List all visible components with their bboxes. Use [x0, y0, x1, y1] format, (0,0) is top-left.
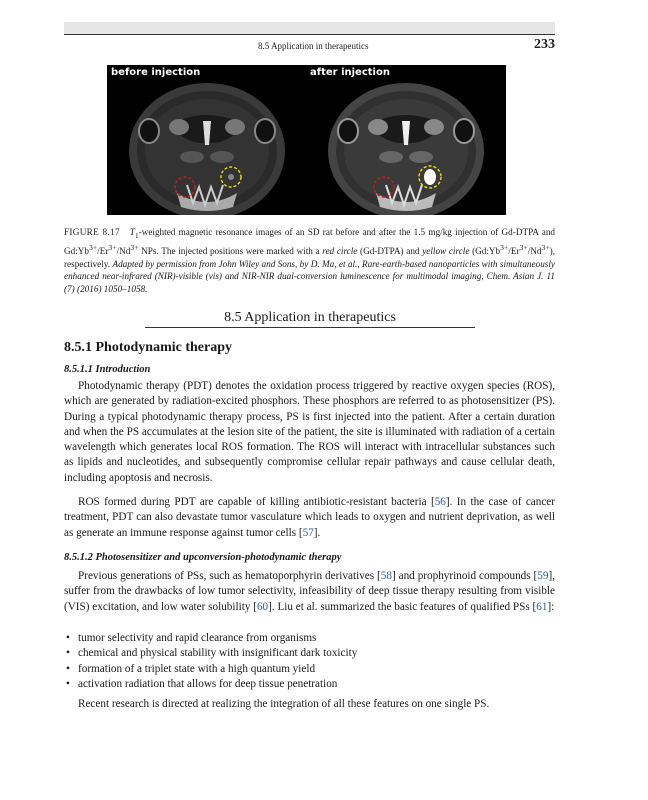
- para-text: ROS formed during PDT are capable of killing antibiotic-resistant bacteria [: [78, 496, 435, 508]
- caption-sup: 3+: [500, 243, 509, 253]
- list-item: • tumor selectivity and rapid clearance from organisms: [64, 631, 555, 646]
- mri-panel-before: [107, 65, 307, 215]
- caption-text: (Gd-DTPA) and: [357, 246, 423, 257]
- panel-label-after: after injection: [310, 67, 390, 78]
- mri-panel-after: [306, 65, 506, 215]
- list-item: • formation of a triplet state with a high quantum yield: [64, 662, 555, 677]
- caption-text: ), respectively.: [64, 246, 555, 269]
- caption-red-circle: red circle: [322, 246, 358, 257]
- ps-heading: 8.5.1.2 Photosensitizer and upconversion-photodynamic therapy: [64, 552, 342, 563]
- para-text: Previous generations of PSs, such as hematoporphyrin derivatives [: [78, 570, 381, 582]
- caption-sup: 3+: [108, 243, 117, 253]
- citation-link[interactable]: 57: [302, 526, 314, 539]
- caption-sup: 3+: [519, 243, 528, 253]
- figure-label: FIGURE 8.17: [64, 227, 120, 237]
- list-item: • chemical and physical stability with insignificant dark toxicity: [64, 646, 555, 661]
- caption-text: /Nd: [116, 246, 131, 257]
- subsection-heading: 8.5.1 Photodynamic therapy: [64, 340, 232, 355]
- caption-yellow-circle: yellow circle: [422, 246, 470, 257]
- intro-paragraph-1: Photodynamic therapy (PDT) denotes the oxidation process triggered by reactive oxygen species (ROS), which are generated by radiation-excited phosphors. These phosphors are referred to as photosensitizer (PS). During a typical photodynamic therapy process, PS is first injected into the patient. After a certain duration and when the PS accumulates at the lesion site of the patient, the site is illuminated with radiation of a certain wavelength which generates local ROS formation. The ROS will interact with intracellular substances such as lipids and nucleotides, and subsequently compromise cellular repair pathways and cause cellular death, including apoptosis and necrosis.: [64, 380, 555, 484]
- caption-text: /Er: [508, 246, 520, 257]
- caption-text: NPs. The injected positions were marked with a: [138, 246, 323, 257]
- caption-text: /Nd: [527, 246, 542, 257]
- caption-sup: 3+: [130, 243, 139, 253]
- para-text: ].: [313, 526, 321, 539]
- caption-sup: 3+: [541, 243, 550, 253]
- caption-text: /Er: [97, 246, 109, 257]
- list-item: • activation radiation that allows for deep tissue penetration: [64, 677, 555, 692]
- running-head: 8.5 Application in therapeutics: [258, 41, 369, 51]
- citation-link[interactable]: 60: [256, 600, 269, 613]
- ps-features-list: [64, 631, 555, 692]
- para-text: ], suffer from the drawbacks of low tumor selectivity, infeasibility of deep tissue therapy resulting from visible (VIS) excitation, and low water solubility [: [64, 570, 555, 613]
- intro-paragraph-2: [64, 495, 555, 541]
- citation-link[interactable]: 58: [380, 570, 392, 582]
- caption-text: (Gd:Yb: [469, 246, 501, 257]
- citation-link[interactable]: 56: [434, 496, 446, 508]
- intro-heading: 8.5.1.1 Introduction: [64, 364, 151, 375]
- header-rule: [64, 34, 555, 35]
- caption-credit: Adapted by permission from John Wiley and Sons, by D. Ma, et al., Rare-earth-based nanoparticles with simultaneously enhanced near-infrared (NIR)-visible (vis) and NIR-NIR dual-conversion luminescence for multimodal imaging, Chem. Asian J. 11 (7) (2016) 1050–1058.: [64, 258, 555, 294]
- para-text: ] and prophyrinoid compounds [: [391, 570, 538, 582]
- para-text: ]. In the case of cancer treatment, PDT can also devastate tumor vasculature which leads to oxygen and nutrient deprivation, as well as generate an immune response against tumor cells [: [64, 496, 555, 539]
- caption-text: -weighted magnetic resonance images of an SD rat before and after the 1.5 mg/kg injection of Gd-DTPA and Gd:Yb: [64, 227, 556, 257]
- para-text: ]. Liu et al. summarized the basic features of qualified PSs [: [268, 600, 537, 613]
- citation-link[interactable]: 59: [537, 570, 549, 582]
- mri-image-before: [107, 65, 307, 215]
- scan-top-band: [64, 22, 555, 34]
- figure-caption: [64, 226, 555, 295]
- closing-paragraph: Recent research is directed at realizing the integration of all these features on one single PS.: [78, 698, 490, 710]
- caption-sup: 3+: [89, 243, 98, 253]
- t-subscript: 1: [134, 230, 139, 240]
- para-text: ]:: [547, 600, 555, 613]
- t-symbol: T: [129, 227, 135, 237]
- panel-label-before: before injection: [111, 67, 201, 78]
- section-heading: 8.5 Application in therapeutics: [224, 310, 396, 325]
- page-number: 233: [534, 37, 555, 52]
- section-rule: [145, 327, 475, 328]
- mri-image-after: [306, 65, 506, 215]
- citation-link[interactable]: 61: [536, 600, 548, 613]
- ps-paragraph: [64, 569, 555, 615]
